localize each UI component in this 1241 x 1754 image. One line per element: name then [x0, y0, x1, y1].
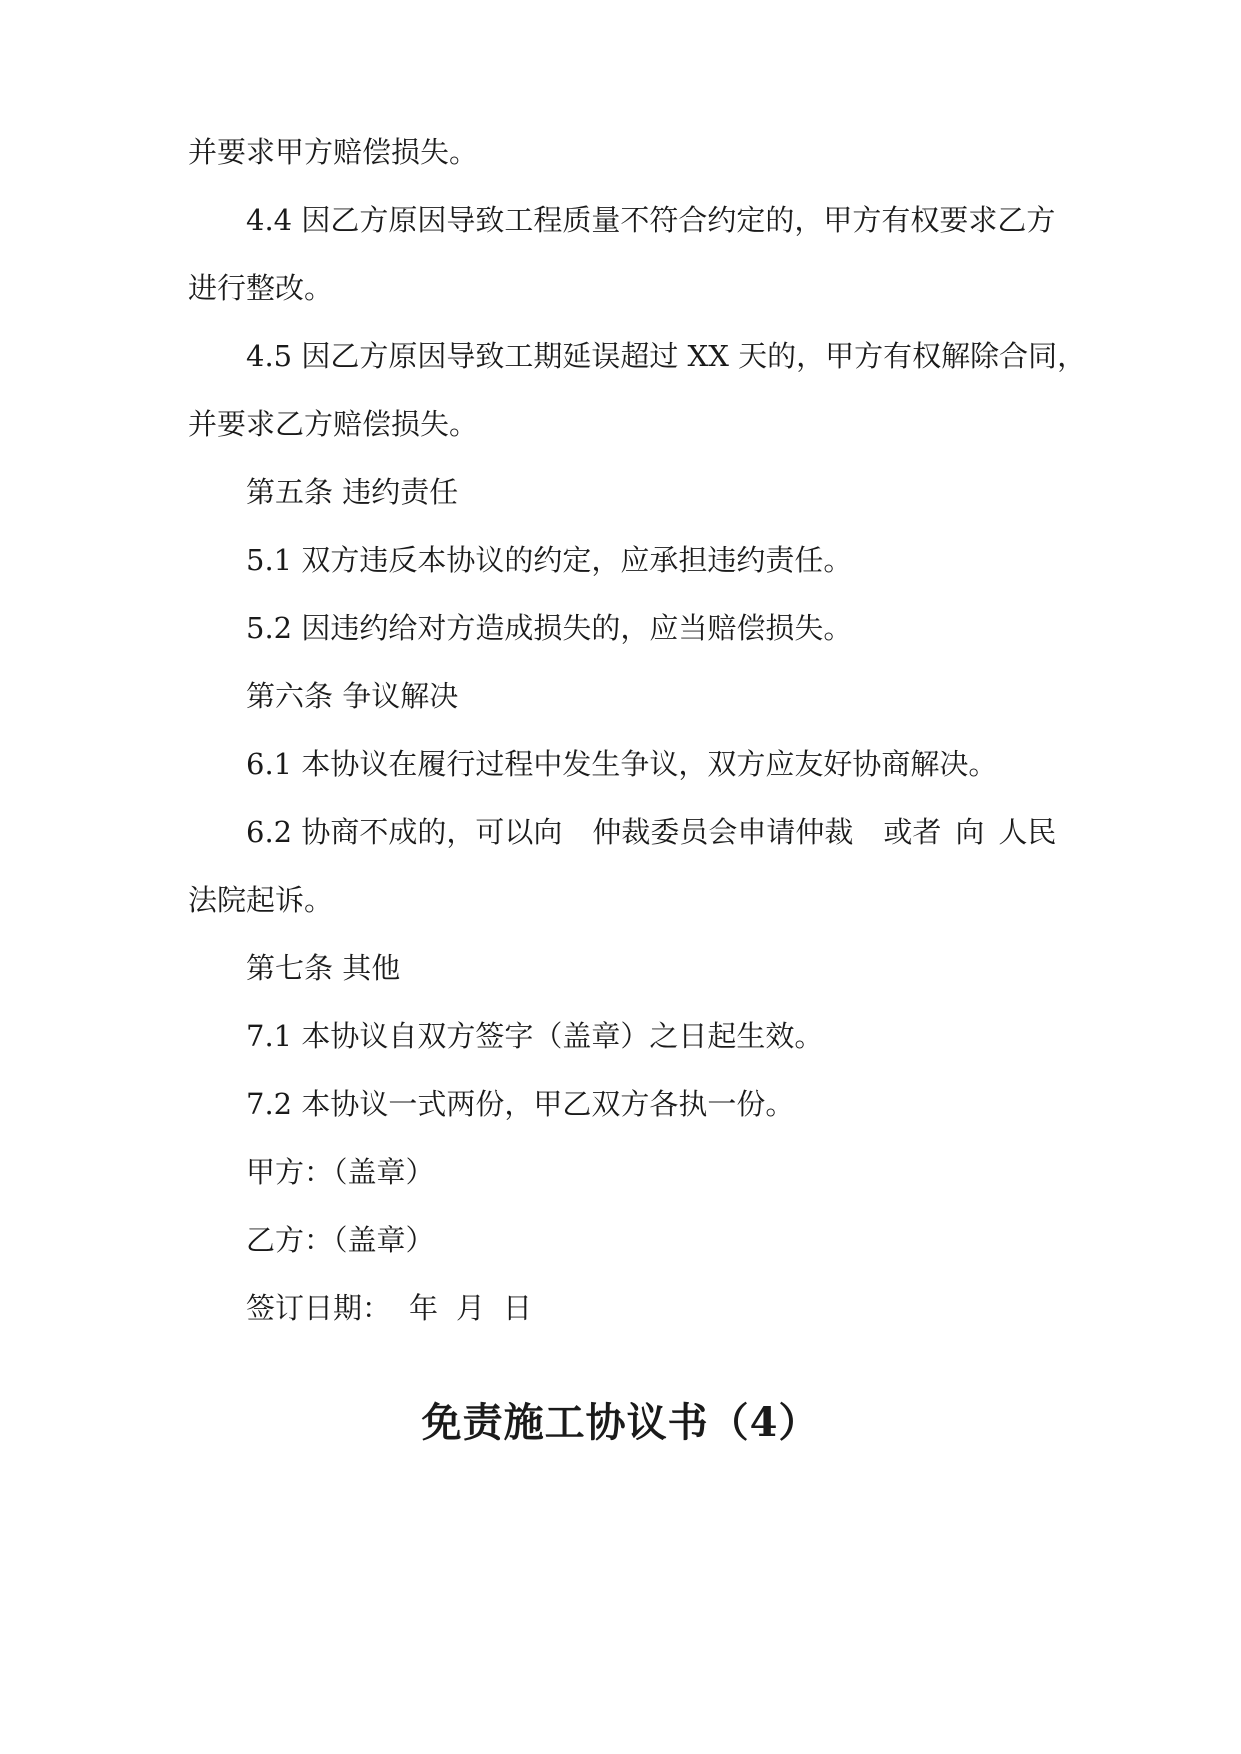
paragraph-4-4-line1: 4.4 因乙方原因导致工程质量不符合约定的，甲方有权要求乙方 — [246, 203, 1056, 237]
party-b-signature: 乙方：（盖章） — [246, 1223, 435, 1257]
paragraph-4-5-line1: 4.5 因乙方原因导致工期延误超过 XX 天的，甲方有权解除合同， — [246, 339, 1087, 373]
article-7-heading: 第七条 其他 — [246, 951, 401, 985]
paragraph-6-2-part-e: 人民 — [998, 815, 1057, 849]
signing-date — [246, 1288, 532, 1328]
signing-date-month: 月 — [456, 1291, 486, 1325]
paragraph-6-2-part-b: 仲裁委员会申请仲裁 — [592, 815, 854, 849]
party-a-signature: 甲方：（盖章） — [246, 1155, 435, 1189]
signing-date-day: 日 — [503, 1291, 533, 1325]
paragraph-6-2-line2: 法院起诉。 — [188, 883, 334, 917]
signing-date-label: 签订日期： — [246, 1291, 392, 1325]
paragraph-7-2: 7.2 本协议一式两份，甲乙双方各执一份。 — [246, 1087, 795, 1121]
paragraph-4-5-line2: 并要求乙方赔偿损失。 — [188, 407, 479, 441]
paragraph-6-2-part-a: 6.2 协商不成的，可以向 — [246, 815, 563, 849]
paragraph-5-2: 5.2 因违约给对方造成损失的，应当赔偿损失。 — [246, 611, 853, 645]
paragraph-4-3-continuation: 并要求甲方赔偿损失。 — [188, 135, 479, 169]
paragraph-7-1: 7.1 本协议自双方签字（盖章）之日起生效。 — [246, 1019, 824, 1053]
paragraph-6-2-part-c: 或者 — [883, 815, 942, 849]
signing-date-year: 年 — [409, 1291, 439, 1325]
article-6-heading: 第六条 争议解决 — [246, 679, 459, 713]
article-5-heading: 第五条 违约责任 — [246, 475, 459, 509]
paragraph-6-2-line1 — [246, 812, 1056, 852]
paragraph-4-4-line2: 进行整改。 — [188, 271, 334, 305]
paragraph-6-1: 6.1 本协议在履行过程中发生争议，双方应友好协商解决。 — [246, 747, 998, 781]
paragraph-6-2-part-d: 向 — [955, 815, 985, 849]
next-document-title: 免责施工协议书（4） — [421, 1399, 820, 1446]
paragraph-5-1: 5.1 双方违反本协议的约定，应承担违约责任。 — [246, 543, 853, 577]
